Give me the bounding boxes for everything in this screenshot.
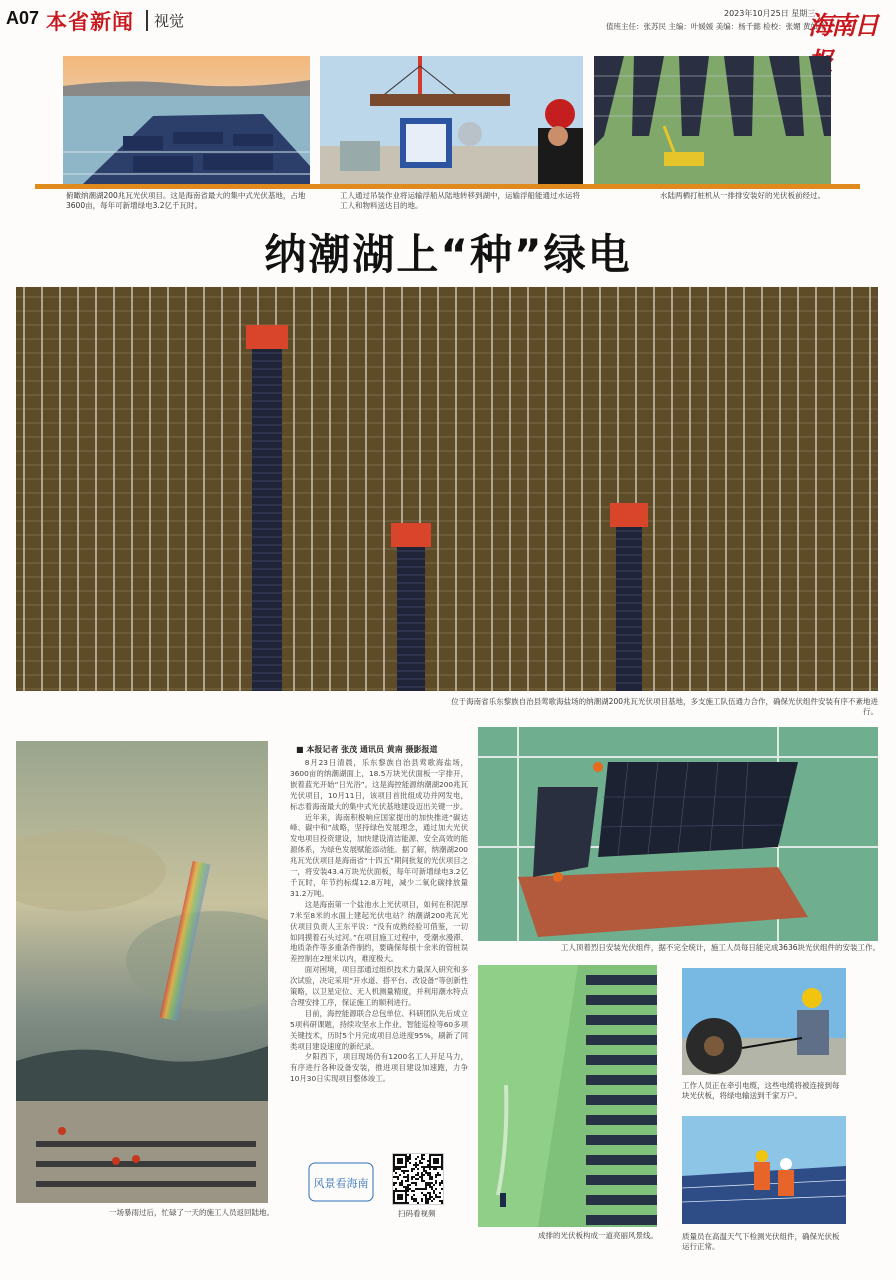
caption-top3: 水陆两栖打桩机从一排排安装好的光伏板前经过。: [660, 191, 825, 200]
photo-crane-lifting: [320, 56, 583, 184]
column-logo-text: 风景看海南: [313, 1177, 369, 1190]
caption-top1: 俯瞰纳潮湖200兆瓦光伏项目。这是海南省最大的集中式光伏基地，占地3600亩，每年可新增绿电3.2亿千瓦时。: [66, 191, 306, 210]
section-title: 本省新闻: [46, 10, 134, 34]
photo-lake-aerial: [63, 56, 310, 184]
photo-panel-rows: [478, 965, 657, 1227]
subsection-title: 视觉: [146, 10, 184, 31]
caption-top2: 工人通过吊装作业将运输浮船从陆地转移到湖中，运输浮船能通过水运将工人和物料送达目的地。: [340, 191, 580, 210]
column-logo: [308, 1162, 374, 1202]
photo-workers-installing: [478, 727, 878, 941]
caption-left-bottom: 一场暴雨过后，忙碌了一天的施工人员返回陆地。: [109, 1208, 274, 1217]
article-byline: ■ 本报记者 张茂 通讯员 黄南 摄影报道: [296, 745, 438, 754]
qr-caption: 扫码看视频: [398, 1209, 436, 1218]
caption-right-bottom: 质量员在高温天气下检测光伏组件，确保光伏板运行正常。: [682, 1232, 840, 1251]
photo-rainbow-workers: [16, 741, 268, 1203]
headline: 纳潮湖上“种”绿电: [264, 230, 632, 279]
article-paragraph: 目前，海控能源联合总包单位、科研团队先后成立5项科研课题，持续攻坚水上作业、智能巡检等60多项关键技术，历时5个月完成项目总进度95%，刷新了同类项目建设速度的新纪录。: [290, 1008, 468, 1051]
article-paragraph: 近年来，海南积极响应国家提出的加快推进“碳达峰、碳中和”战略，坚持绿色发展理念，通过加大光伏发电项目投资建设，加快建设清洁能源、安全高效的能源体系，为绿色发展赋能添动能。据了解，纳潮湖200兆瓦光伏项目是海南省“十四五”期间批复的光伏项目之一，将安装43.4万块光伏面板，每年可新增绿电3.2亿千瓦时，年节约标煤12.8万吨，减少二氧化碳排放量31.2万吨。: [290, 812, 468, 898]
photo-main-aerial: [16, 287, 878, 691]
photo-inspectors: [682, 1116, 846, 1224]
print-registration-mark: [410, 1271, 472, 1277]
caption-right-top: 工人顶着烈日安装光伏组件，据不完全统计，施工人员每日能完成3636块光伏组件的安装工作。: [560, 943, 880, 952]
article-paragraph: 这是海南第一个盐池水上光伏项目，如何在积泥厚7米至8米的水面上建起光伏电站？纳潮湖200兆瓦光伏项目负责人王东平说：“没有成熟经验可借鉴，一切如同摸着石头过河。”在项目施工过程中，受潮水漫滞、地质条件等多重条件制约，要确保每根十余米的管桩误差控制在2厘米以内，难度极大。: [290, 899, 468, 964]
issue-date: 2023年10月25日 星期三: [724, 9, 816, 18]
caption-main: 位于海南省乐东黎族自治县莺歌海盐场的纳潮湖200兆瓦光伏项目基地，多支施工队伍通力合作，确保光伏组件安装有序不紊地进行。: [451, 697, 878, 716]
masthead-logo: 海南日: [808, 11, 878, 40]
article-body: [290, 758, 468, 1085]
caption-right-mid: 工作人员正在牵引电缆，这些电缆将被连接到每块光伏板，将绿电输送到千家万户。: [682, 1081, 840, 1100]
photo-cable-worker: [682, 968, 846, 1075]
photo-pile-driver: [594, 56, 831, 184]
top-photo-bar: [35, 184, 860, 189]
editor-line: 值班主任：张苏民 主编：叶媛媛 美编：杨千懿 检校：张媚 黄如祥: [606, 22, 826, 31]
article-paragraph: 夕阳西下，项目现场仍有1200名工人开足马力，有序进行各种设备安装，推进项目建设加速跑，力争10月30日实现项目整体竣工。: [290, 1052, 468, 1084]
print-registration-mark: [36, 1271, 98, 1277]
page-number: A07: [6, 8, 40, 28]
print-registration-mark: [782, 1271, 844, 1277]
article-paragraph: 面对困境，项目部通过组织技术力量深入研究和多次试验，决定采用“开水道、搭平台、改设备”等创新性策略，以卫星定位、无人机测量精度，并利用潮水特点合理安排工序，保证施工的顺利进行。: [290, 965, 468, 1007]
qr-code[interactable]: [392, 1153, 444, 1205]
article-paragraph: 8月23日清晨，乐东黎族自治县莺歌海盐场，3600亩的纳潮湖面上，18.5万块光伏面板一字排开，嵌着蓝光开始“日光浴”。这是海控能源纳潮湖200兆瓦光伏项目，10月11日，该项目首批组成功并网发电，标志着海南最大的集中式光伏基地建设迈出关键一步。: [290, 758, 468, 811]
caption-mid-bottom: 成排的光伏板构成一道亮丽风景线。: [538, 1231, 658, 1240]
